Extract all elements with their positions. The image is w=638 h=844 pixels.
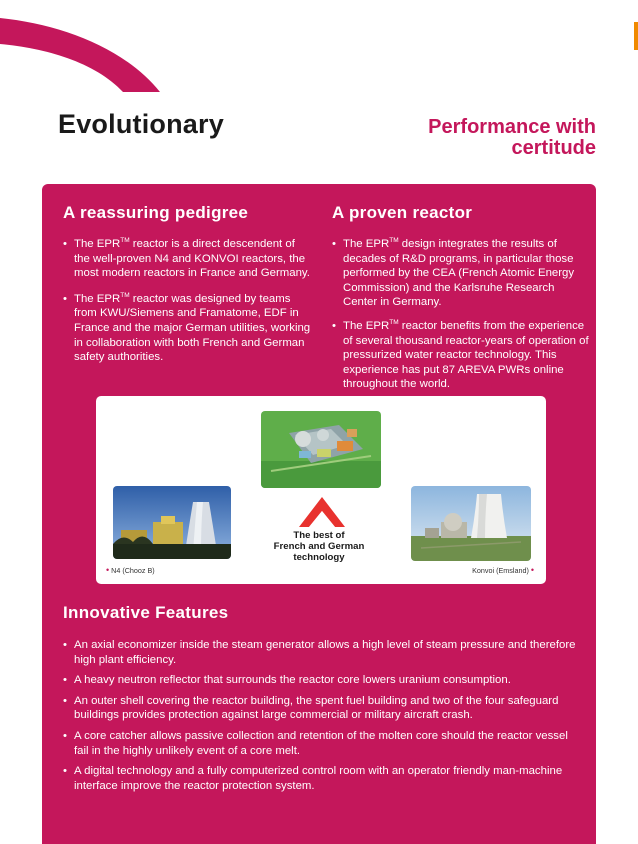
best-of-line-1: The best of: [293, 530, 345, 541]
orange-page-tab: [634, 22, 638, 50]
epr-plant-rendering: [261, 411, 381, 488]
proven-heading: A proven reactor: [332, 203, 473, 222]
red-triangle-emblem-icon: [299, 497, 345, 527]
technology-illustration: [96, 396, 546, 584]
pedigree-bullet: • The EPR™ reactor was designed by teams from KWU/Siemens and Framatome, EDF in France and the major German utilities, working in collaboration with both French and German safety authorities.: [63, 292, 313, 365]
proven-list: [332, 237, 590, 401]
page-subtitle: [428, 117, 596, 159]
feature-item: • An outer shell covering the reactor building, the spent fuel building and two of the four safeguard buildings provides protection against large commercial or military aircraft crash.: [63, 694, 583, 723]
best-of-line-3: technology: [293, 552, 345, 563]
pedigree-bullet: • The EPR™ reactor is a direct descendent of the well-proven N4 and KONVOI reactors, the most modern reactors in France and Germany.: [63, 237, 313, 281]
decorative-arc: [0, 0, 200, 95]
feature-item: • A digital technology and a fully computerized control room with an operator friendly man-machine interface improve the reactor protection system.: [63, 764, 583, 793]
konvoi-emsland-photo: [411, 486, 531, 561]
feature-item: • A heavy neutron reflector that surrounds the reactor core lowers uranium consumption.: [63, 673, 583, 688]
features-list: [63, 638, 583, 799]
subtitle-line-2: certitude: [511, 137, 596, 159]
page-title: Evolutionary: [58, 109, 224, 139]
subtitle-line-1: Performance with: [428, 116, 596, 138]
best-of-line-2: French and German: [273, 541, 365, 552]
n4-chooz-photo: [113, 486, 231, 559]
best-of-caption: [256, 530, 382, 563]
pedigree-list: [63, 237, 313, 376]
n4-caption: [106, 565, 155, 575]
features-heading: Innovative Features: [63, 603, 229, 622]
bullet-dot-icon: •: [106, 565, 110, 575]
feature-item: • An axial economizer inside the steam generator allows a high level of steam pressure and therefore high plant efficiency.: [63, 638, 583, 667]
proven-bullet: • The EPR™ design integrates the results of decades of R&D programs, in particular those performed by the CEA (French Atomic Energy Commission) and the Karlsruhe Research Center in Germany.: [332, 237, 590, 310]
feature-item: • A core catcher allows passive collection and retention of the molten core should the reactor vessel fail in the highly unlikely event of a core melt.: [63, 729, 583, 758]
proven-bullet: • The EPR™ reactor benefits from the experience of several thousand reactor-years of operation of pressurized water reactor technology. This experience has put 87 AREVA PWRs online throughout the world.: [332, 319, 590, 392]
pedigree-heading: A reassuring pedigree: [63, 203, 249, 222]
n4-caption-text: N4 (Chooz B): [111, 566, 155, 575]
konvoi-caption-text: Konvoi (Emsland): [472, 566, 529, 575]
konvoi-caption: [472, 565, 534, 575]
bullet-dot-icon: •: [530, 565, 534, 575]
